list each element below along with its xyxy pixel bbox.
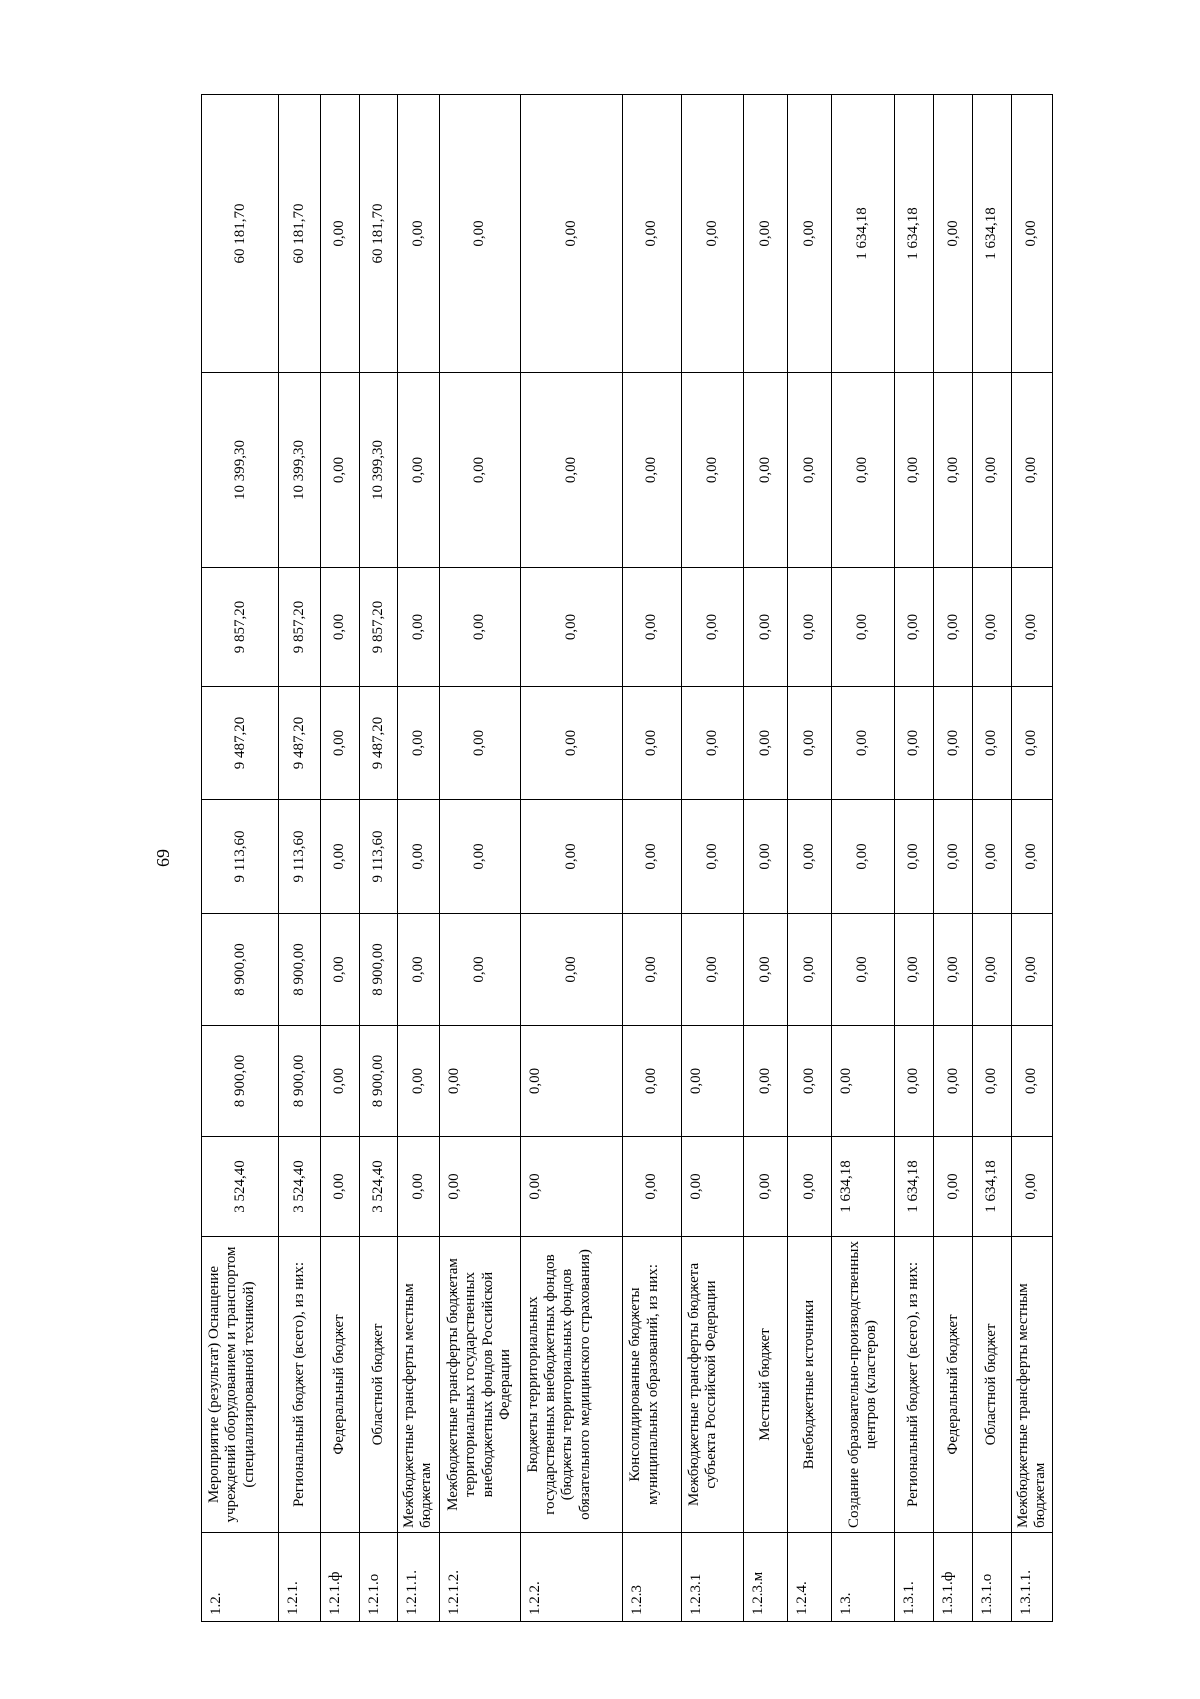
row-code: 1.3.1.ф	[934, 1533, 973, 1622]
value-cell: 0,00	[520, 687, 622, 800]
value-cell: 0,00	[520, 1026, 622, 1137]
value-cell: 0,00	[973, 568, 1012, 687]
value-cell: 9 857,20	[279, 568, 321, 687]
value-cell: 1 634,18	[894, 1137, 934, 1237]
value-cell: 0,00	[1011, 914, 1052, 1026]
row-name: Межбюджетные трансферты бюджетам территориальных государственных внебюджетных фондов Российской Федерации	[439, 1237, 520, 1533]
value-cell: 0,00	[681, 687, 744, 800]
value-cell: 0,00	[681, 1137, 744, 1237]
value-cell: 3 524,40	[279, 1137, 321, 1237]
value-cell: 0,00	[681, 95, 744, 373]
value-cell: 0,00	[623, 687, 681, 800]
value-cell: 10 399,30	[279, 373, 321, 568]
value-cell: 0,00	[973, 1026, 1012, 1137]
value-cell: 1 634,18	[973, 1137, 1012, 1237]
value-cell: 0,00	[744, 373, 788, 568]
value-cell: 1 634,18	[894, 95, 934, 373]
value-cell: 0,00	[744, 914, 788, 1026]
row-name: Региональный бюджет (всего), из них:	[894, 1237, 934, 1533]
row-name: Бюджеты территориальных государственных внебюджетных фондов (бюджеты территориальных фондов обязательного медицинского страхования)	[520, 1237, 622, 1533]
row-name: Межбюджетные трансферты бюджета субъекта Российской Федерации	[681, 1237, 744, 1533]
value-cell: 0,00	[321, 687, 360, 800]
value-cell: 0,00	[973, 373, 1012, 568]
value-cell: 8 900,00	[202, 914, 279, 1026]
value-cell: 0,00	[934, 1137, 973, 1237]
value-cell: 0,00	[832, 800, 895, 914]
value-cell: 0,00	[398, 568, 439, 687]
row-code: 1.2.1.о	[359, 1533, 398, 1622]
row-code: 1.2.4.	[788, 1533, 832, 1622]
row-name: Областной бюджет	[359, 1237, 398, 1533]
value-cell: 0,00	[788, 568, 832, 687]
row-code: 1.2.3.м	[744, 1533, 788, 1622]
value-cell: 9 487,20	[202, 687, 279, 800]
value-cell: 0,00	[439, 687, 520, 800]
row-code: 1.2.	[202, 1533, 279, 1622]
value-cell: 0,00	[623, 1137, 681, 1237]
value-cell: 9 487,20	[279, 687, 321, 800]
value-cell: 0,00	[788, 914, 832, 1026]
row-name: Межбюджетные трансферты местным бюджетам	[398, 1237, 439, 1533]
value-cell: 0,00	[439, 373, 520, 568]
value-cell: 8 900,00	[279, 1026, 321, 1137]
row-code: 1.3.1.	[894, 1533, 934, 1622]
value-cell: 0,00	[788, 95, 832, 373]
row-name: Федеральный бюджет	[934, 1237, 973, 1533]
table-row	[1011, 95, 1052, 1622]
row-name: Местный бюджет	[744, 1237, 788, 1533]
value-cell: 0,00	[681, 914, 744, 1026]
value-cell: 0,00	[934, 95, 973, 373]
value-cell: 0,00	[321, 1137, 360, 1237]
value-cell: 8 900,00	[359, 1026, 398, 1137]
value-cell: 8 900,00	[202, 1026, 279, 1137]
table-row	[439, 95, 520, 1622]
row-name: Областной бюджет	[973, 1237, 1012, 1533]
value-cell: 0,00	[832, 373, 895, 568]
value-cell: 0,00	[321, 800, 360, 914]
value-cell: 0,00	[681, 1026, 744, 1137]
value-cell: 0,00	[894, 568, 934, 687]
value-cell: 60 181,70	[279, 95, 321, 373]
table-row	[788, 95, 832, 1622]
value-cell: 0,00	[520, 1137, 622, 1237]
table-row	[398, 95, 439, 1622]
value-cell: 60 181,70	[202, 95, 279, 373]
value-cell: 1 634,18	[832, 95, 895, 373]
value-cell: 0,00	[321, 568, 360, 687]
row-code: 1.2.1.1.	[398, 1533, 439, 1622]
value-cell: 0,00	[1011, 1137, 1052, 1237]
value-cell: 0,00	[934, 568, 973, 687]
value-cell: 0,00	[1011, 687, 1052, 800]
row-code: 1.3.1.1.	[1011, 1533, 1052, 1622]
value-cell: 0,00	[321, 914, 360, 1026]
row-name: Межбюджетные трансферты местным бюджетам	[1011, 1237, 1052, 1533]
value-cell: 0,00	[973, 914, 1012, 1026]
value-cell: 0,00	[520, 373, 622, 568]
table-row	[321, 95, 360, 1622]
table-row	[202, 95, 279, 1622]
table-row	[973, 95, 1012, 1622]
value-cell: 0,00	[321, 95, 360, 373]
row-name: Консолидированные бюджеты муниципальных образований, из них:	[623, 1237, 681, 1533]
value-cell: 0,00	[973, 800, 1012, 914]
row-code: 1.2.3.1	[681, 1533, 744, 1622]
table-row	[520, 95, 622, 1622]
value-cell: 0,00	[681, 373, 744, 568]
value-cell: 0,00	[1011, 95, 1052, 373]
page-number: 69	[153, 849, 173, 867]
table-row	[623, 95, 681, 1622]
value-cell: 0,00	[398, 95, 439, 373]
table-row	[934, 95, 973, 1622]
value-cell: 0,00	[894, 687, 934, 800]
budget-table-container	[201, 95, 1053, 1622]
row-code: 1.2.2.	[520, 1533, 622, 1622]
value-cell: 60 181,70	[359, 95, 398, 373]
value-cell: 0,00	[832, 687, 895, 800]
value-cell: 9 113,60	[359, 800, 398, 914]
row-name: Федеральный бюджет	[321, 1237, 360, 1533]
value-cell: 0,00	[520, 800, 622, 914]
value-cell: 0,00	[439, 1137, 520, 1237]
value-cell: 0,00	[788, 1137, 832, 1237]
value-cell: 0,00	[439, 1026, 520, 1137]
value-cell: 0,00	[894, 914, 934, 1026]
row-code: 1.3.1.о	[973, 1533, 1012, 1622]
value-cell: 0,00	[623, 1026, 681, 1137]
value-cell: 0,00	[1011, 568, 1052, 687]
value-cell: 0,00	[934, 800, 973, 914]
value-cell: 0,00	[623, 568, 681, 687]
value-cell: 0,00	[321, 1026, 360, 1137]
value-cell: 0,00	[934, 914, 973, 1026]
value-cell: 0,00	[832, 1026, 895, 1137]
value-cell: 0,00	[623, 95, 681, 373]
value-cell: 0,00	[681, 800, 744, 914]
row-code: 1.2.1.	[279, 1533, 321, 1622]
value-cell: 0,00	[1011, 800, 1052, 914]
value-cell: 3 524,40	[359, 1137, 398, 1237]
value-cell: 0,00	[934, 373, 973, 568]
row-name: Внебюджетные источники	[788, 1237, 832, 1533]
value-cell: 0,00	[439, 568, 520, 687]
value-cell: 10 399,30	[202, 373, 279, 568]
value-cell: 0,00	[744, 1137, 788, 1237]
row-name: Региональный бюджет (всего), из них:	[279, 1237, 321, 1533]
value-cell: 0,00	[398, 1137, 439, 1237]
value-cell: 0,00	[1011, 373, 1052, 568]
row-code: 1.3.	[832, 1533, 895, 1622]
value-cell: 0,00	[788, 687, 832, 800]
table-row	[279, 95, 321, 1622]
value-cell: 0,00	[439, 914, 520, 1026]
value-cell: 0,00	[681, 568, 744, 687]
row-name: Мероприятие (результат) Оснащение учреждений оборудованием и транспортом (специализированной техникой)	[202, 1237, 279, 1533]
table-row	[832, 95, 895, 1622]
value-cell: 0,00	[744, 687, 788, 800]
budget-table	[201, 94, 1053, 1622]
value-cell: 0,00	[398, 800, 439, 914]
value-cell: 0,00	[788, 373, 832, 568]
value-cell: 3 524,40	[202, 1137, 279, 1237]
value-cell: 10 399,30	[359, 373, 398, 568]
value-cell: 0,00	[894, 1026, 934, 1137]
value-cell: 0,00	[1011, 1026, 1052, 1137]
value-cell: 9 113,60	[279, 800, 321, 914]
value-cell: 1 634,18	[973, 95, 1012, 373]
value-cell: 9 857,20	[202, 568, 279, 687]
value-cell: 0,00	[832, 568, 895, 687]
value-cell: 0,00	[398, 1026, 439, 1137]
table-row	[894, 95, 934, 1622]
value-cell: 0,00	[894, 800, 934, 914]
value-cell: 0,00	[894, 373, 934, 568]
value-cell: 0,00	[744, 568, 788, 687]
row-code: 1.2.1.2.	[439, 1533, 520, 1622]
value-cell: 0,00	[973, 687, 1012, 800]
value-cell: 0,00	[623, 914, 681, 1026]
row-name: Создание образовательно-производственных центров (кластеров)	[832, 1237, 895, 1533]
value-cell: 0,00	[398, 687, 439, 800]
value-cell: 0,00	[832, 914, 895, 1026]
row-code: 1.2.3	[623, 1533, 681, 1622]
value-cell: 0,00	[788, 800, 832, 914]
value-cell: 0,00	[623, 800, 681, 914]
value-cell: 0,00	[439, 800, 520, 914]
value-cell: 1 634,18	[832, 1137, 895, 1237]
value-cell: 8 900,00	[279, 914, 321, 1026]
value-cell: 0,00	[439, 95, 520, 373]
value-cell: 0,00	[520, 95, 622, 373]
value-cell: 0,00	[934, 1026, 973, 1137]
value-cell: 0,00	[398, 914, 439, 1026]
value-cell: 0,00	[520, 568, 622, 687]
value-cell: 0,00	[321, 373, 360, 568]
value-cell: 8 900,00	[359, 914, 398, 1026]
row-code: 1.2.1.ф	[321, 1533, 360, 1622]
value-cell: 9 113,60	[202, 800, 279, 914]
value-cell: 9 857,20	[359, 568, 398, 687]
value-cell: 0,00	[623, 373, 681, 568]
table-row	[359, 95, 398, 1622]
value-cell: 0,00	[744, 800, 788, 914]
value-cell: 0,00	[744, 95, 788, 373]
table-row	[744, 95, 788, 1622]
value-cell: 0,00	[398, 373, 439, 568]
value-cell: 0,00	[934, 687, 973, 800]
value-cell: 0,00	[520, 914, 622, 1026]
table-row	[681, 95, 744, 1622]
value-cell: 9 487,20	[359, 687, 398, 800]
value-cell: 0,00	[744, 1026, 788, 1137]
value-cell: 0,00	[788, 1026, 832, 1137]
